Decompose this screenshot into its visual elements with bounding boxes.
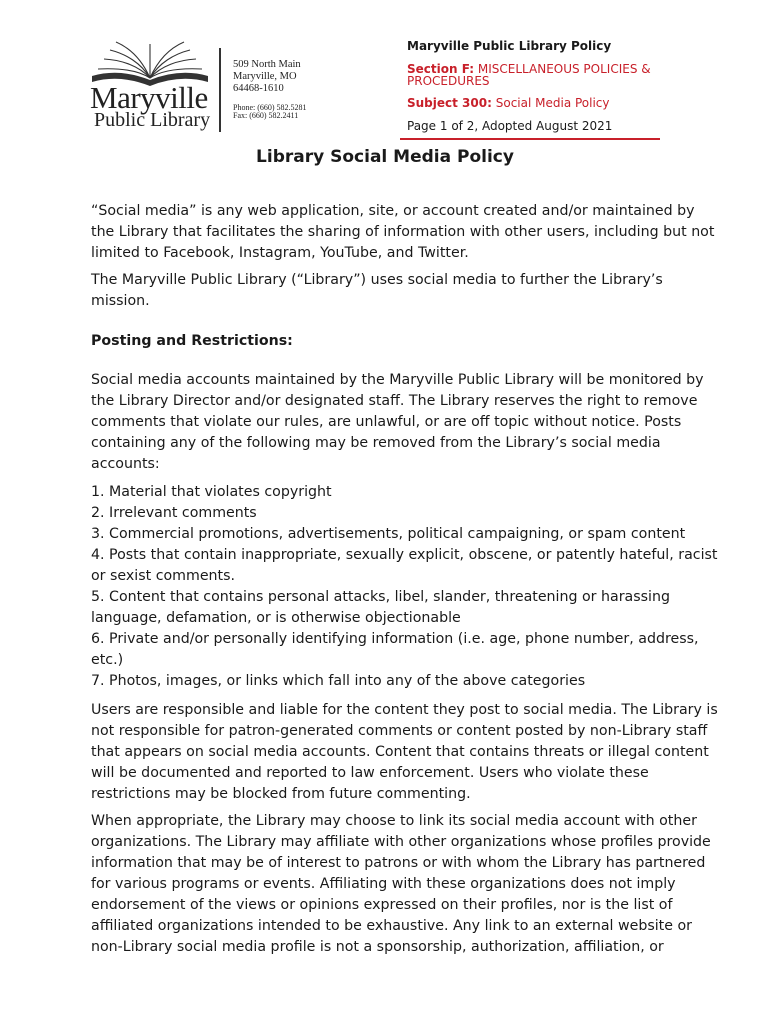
address-line3: 64468-1610 [233, 83, 284, 94]
logo-divider [219, 48, 221, 132]
list-item: 3. Commercial promotions, advertisements, political campaigning, or spam content [91, 526, 686, 542]
section-label: Section F: [407, 62, 475, 76]
section-heading: Posting and Restrictions: [91, 333, 293, 349]
section-value: MISCELLANEOUS POLICIES & [477, 62, 651, 76]
paragraph-definition: “Social media” is any web application, site, or account created and/or maintained by the Library that facilitates the sharing of information with other users, including but not limited to Facebook, Instagram, YouTube, and Twitter. [91, 203, 715, 261]
paragraph-affiliation: When appropriate, the Library may choose to link its social media account with other organizations. The Library may affiliate with other organizations whose profiles provide information that may be of interest to patrons or with whom the Library has partnered for various programs or events. Affiliating with these organizations does not imply endorsement of the views or opinions expressed on their profiles, nor is the list of affiliated organizations intended to be exhaustive. Any link to an external website or non-Library social media profile is not a sponsorship, authorization, affiliation, or [91, 813, 711, 955]
section-value-cont: PROCEDURES [407, 74, 490, 88]
header-rule [400, 138, 660, 140]
list-item: 6. Private and/or personally identifying information (i.e. age, phone number, address, etc.) [91, 631, 699, 668]
paragraph-monitoring: Social media accounts maintained by the Maryville Public Library will be monitored by the Library Director and/or designated staff. The Library reserves the right to remove comments that violate our rules, are unlawful, or are off topic without notice. Posts containing any of the following may be removed from the Library’s social media accounts: [91, 372, 704, 472]
paragraph-purpose: The Maryville Public Library (“Library”) uses social media to further the Library’s mission. [91, 272, 663, 309]
policy-header-title: Maryville Public Library Policy [407, 39, 612, 53]
paragraph-responsibility: Users are responsible and liable for the content they post to social media. The Library is not responsible for patron-generated comments or content posted by non-Library staff that appears on social media accounts. Content that contains threats or illegal content will be documented and reported to law enforcement. Users who violate these restrictions may be blocked from future commenting. [91, 702, 718, 802]
fax-number: Fax: (660) 582.2411 [233, 111, 299, 120]
phone-number: Phone: (660) 582.5281 [233, 103, 307, 112]
restrictions-list [91, 482, 721, 692]
page-info: Page 1 of 2, Adopted August 2021 [407, 119, 613, 133]
list-item: 7. Photos, images, or links which fall into any of the above categories [91, 673, 586, 689]
policy-subject [407, 97, 610, 109]
address-line2: Maryville, MO [233, 71, 297, 82]
address-line1: 509 North Main [233, 59, 301, 70]
subject-label: Subject 300: [407, 96, 492, 110]
document-title: Library Social Media Policy [256, 147, 514, 167]
logo-name-line2: Public Library [94, 109, 211, 131]
policy-section [407, 63, 651, 87]
list-item: 2. Irrelevant comments [91, 505, 257, 521]
list-item: 1. Material that violates copyright [91, 484, 332, 500]
list-item: 5. Content that contains personal attacks, libel, slander, threatening or harassing language, defamation, or is otherwise objectionable [91, 589, 670, 626]
list-item: 4. Posts that contain inappropriate, sexually explicit, obscene, or patently hateful, racist or sexist comments. [91, 547, 718, 584]
subject-value: Social Media Policy [495, 96, 610, 110]
logo-name-line1: Maryville [90, 80, 208, 115]
